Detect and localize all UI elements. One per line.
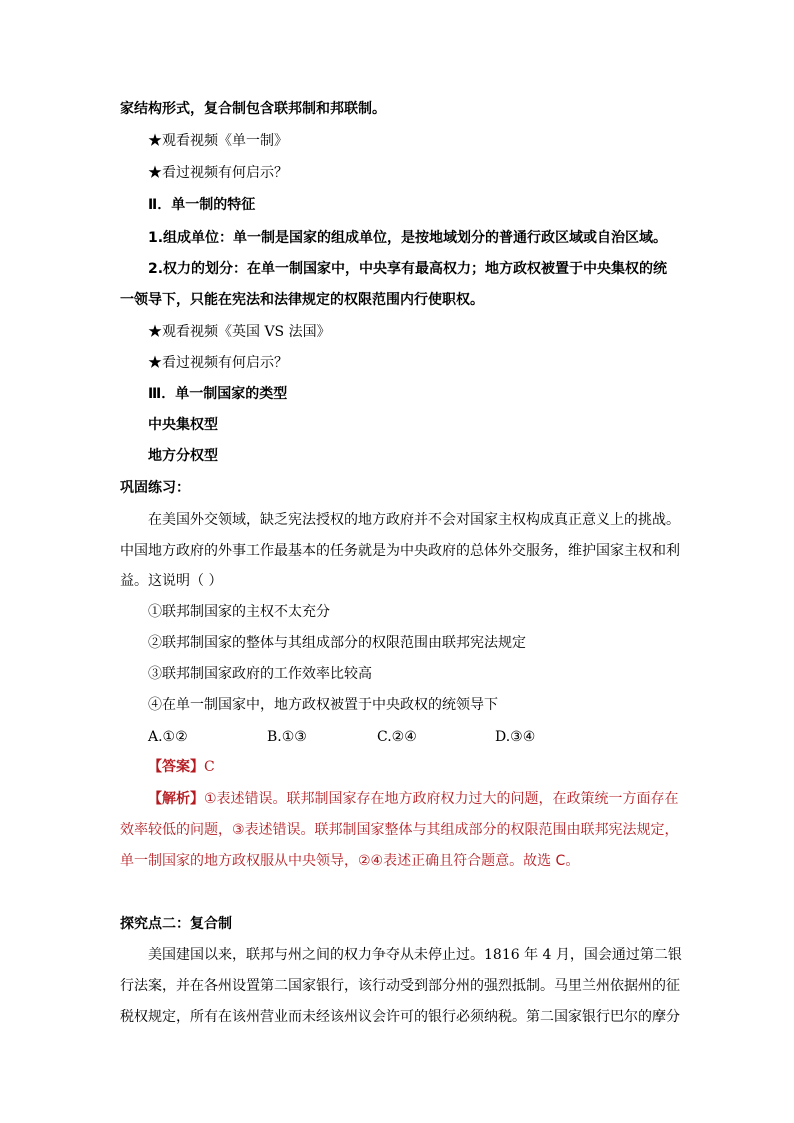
exercise-item-2: ②联邦制国家的整体与其组成部分的权限范围由联邦宪法规定	[148, 635, 526, 651]
type-decentralized: 地方分权型	[148, 448, 218, 464]
analysis-line1	[148, 789, 679, 809]
video-prompt-unitary: ★观看视频《单一制》	[148, 133, 288, 149]
analysis-label: 【解析】	[148, 791, 204, 807]
feature-point-1: 1.组成单位：单一制是国家的组成单位，是按地域划分的普通行政区域或自治区域。	[148, 230, 668, 246]
answer-label: 【答案】	[148, 759, 204, 775]
video-prompt-uk-vs-france: ★观看视频《英国 VS 法国》	[148, 324, 331, 340]
option-d: D.③④	[495, 729, 536, 745]
exercise-stem-line2: 中国地方政府的外事工作最基本的任务就是为中央政府的总体外交服务，维护国家主权和利	[120, 543, 680, 559]
heading-unitary-features: Ⅱ．单一制的特征	[148, 197, 256, 213]
option-b: B.①③	[267, 729, 307, 745]
option-a: A.①②	[148, 729, 188, 745]
exercise-title: 巩固练习：	[120, 480, 190, 496]
section2-para-line3: 税权规定，所有在该州营业而未经该州议会许可的银行必须纳税。第二国家银行巴尔的摩分	[120, 1009, 680, 1025]
analysis-text-1: ①表述错误。联邦制国家存在地方政府权力过大的问题，在政策统一方面存在	[204, 791, 679, 807]
answer-line	[148, 757, 215, 777]
section2-title: 探究点二：复合制	[120, 916, 232, 932]
feature-point-2-line2: 一领导下，只能在宪法和法律规定的权限范围内行使职权。	[120, 292, 484, 308]
video-question-2: ★看过视频有何启示？	[148, 355, 288, 371]
analysis-line2: 效率较低的问题，③表述错误。联邦制国家整体与其组成部分的权限范围由联邦宪法规定，	[120, 822, 679, 838]
intro-tail-text: 家结构形式，复合制包含联邦制和邦联制。	[120, 101, 386, 117]
type-centralized: 中央集权型	[148, 417, 218, 433]
exercise-item-4: ④在单一制国家中，地方政权被置于中央政权的统领导下	[148, 697, 498, 713]
exercise-stem-line1: 在美国外交领域，缺乏宪法授权的地方政府并不会对国家主权构成真正意义上的挑战。	[148, 512, 680, 528]
analysis-line3: 单一制国家的地方政权服从中央领导，②④表述正确且符合题意。故选 C。	[120, 853, 580, 869]
heading-unitary-types: Ⅲ．单一制国家的类型	[148, 386, 288, 402]
section2-para-line1: 美国建国以来，联邦与州之间的权力争夺从未停止过。1816 年 4 月，国会通过第二银	[148, 947, 682, 963]
exercise-stem-line3: 益。这说明（ ）	[120, 573, 223, 589]
answer-value: C	[204, 759, 215, 775]
feature-point-2-line1: 2.权力的划分：在单一制国家中，中央享有最高权力；地方政权被置于中央集权的统	[148, 261, 668, 277]
option-c: C.②④	[377, 729, 417, 745]
exercise-item-3: ③联邦制国家政府的工作效率比较高	[148, 666, 372, 682]
video-question-1: ★看过视频有何启示？	[148, 165, 288, 181]
section2-para-line2: 行法案，并在各州设置第二国家银行，该行动受到部分州的强烈抵制。马里兰州依据州的征	[120, 978, 680, 994]
exercise-item-1: ①联邦制国家的主权不太充分	[148, 604, 330, 620]
